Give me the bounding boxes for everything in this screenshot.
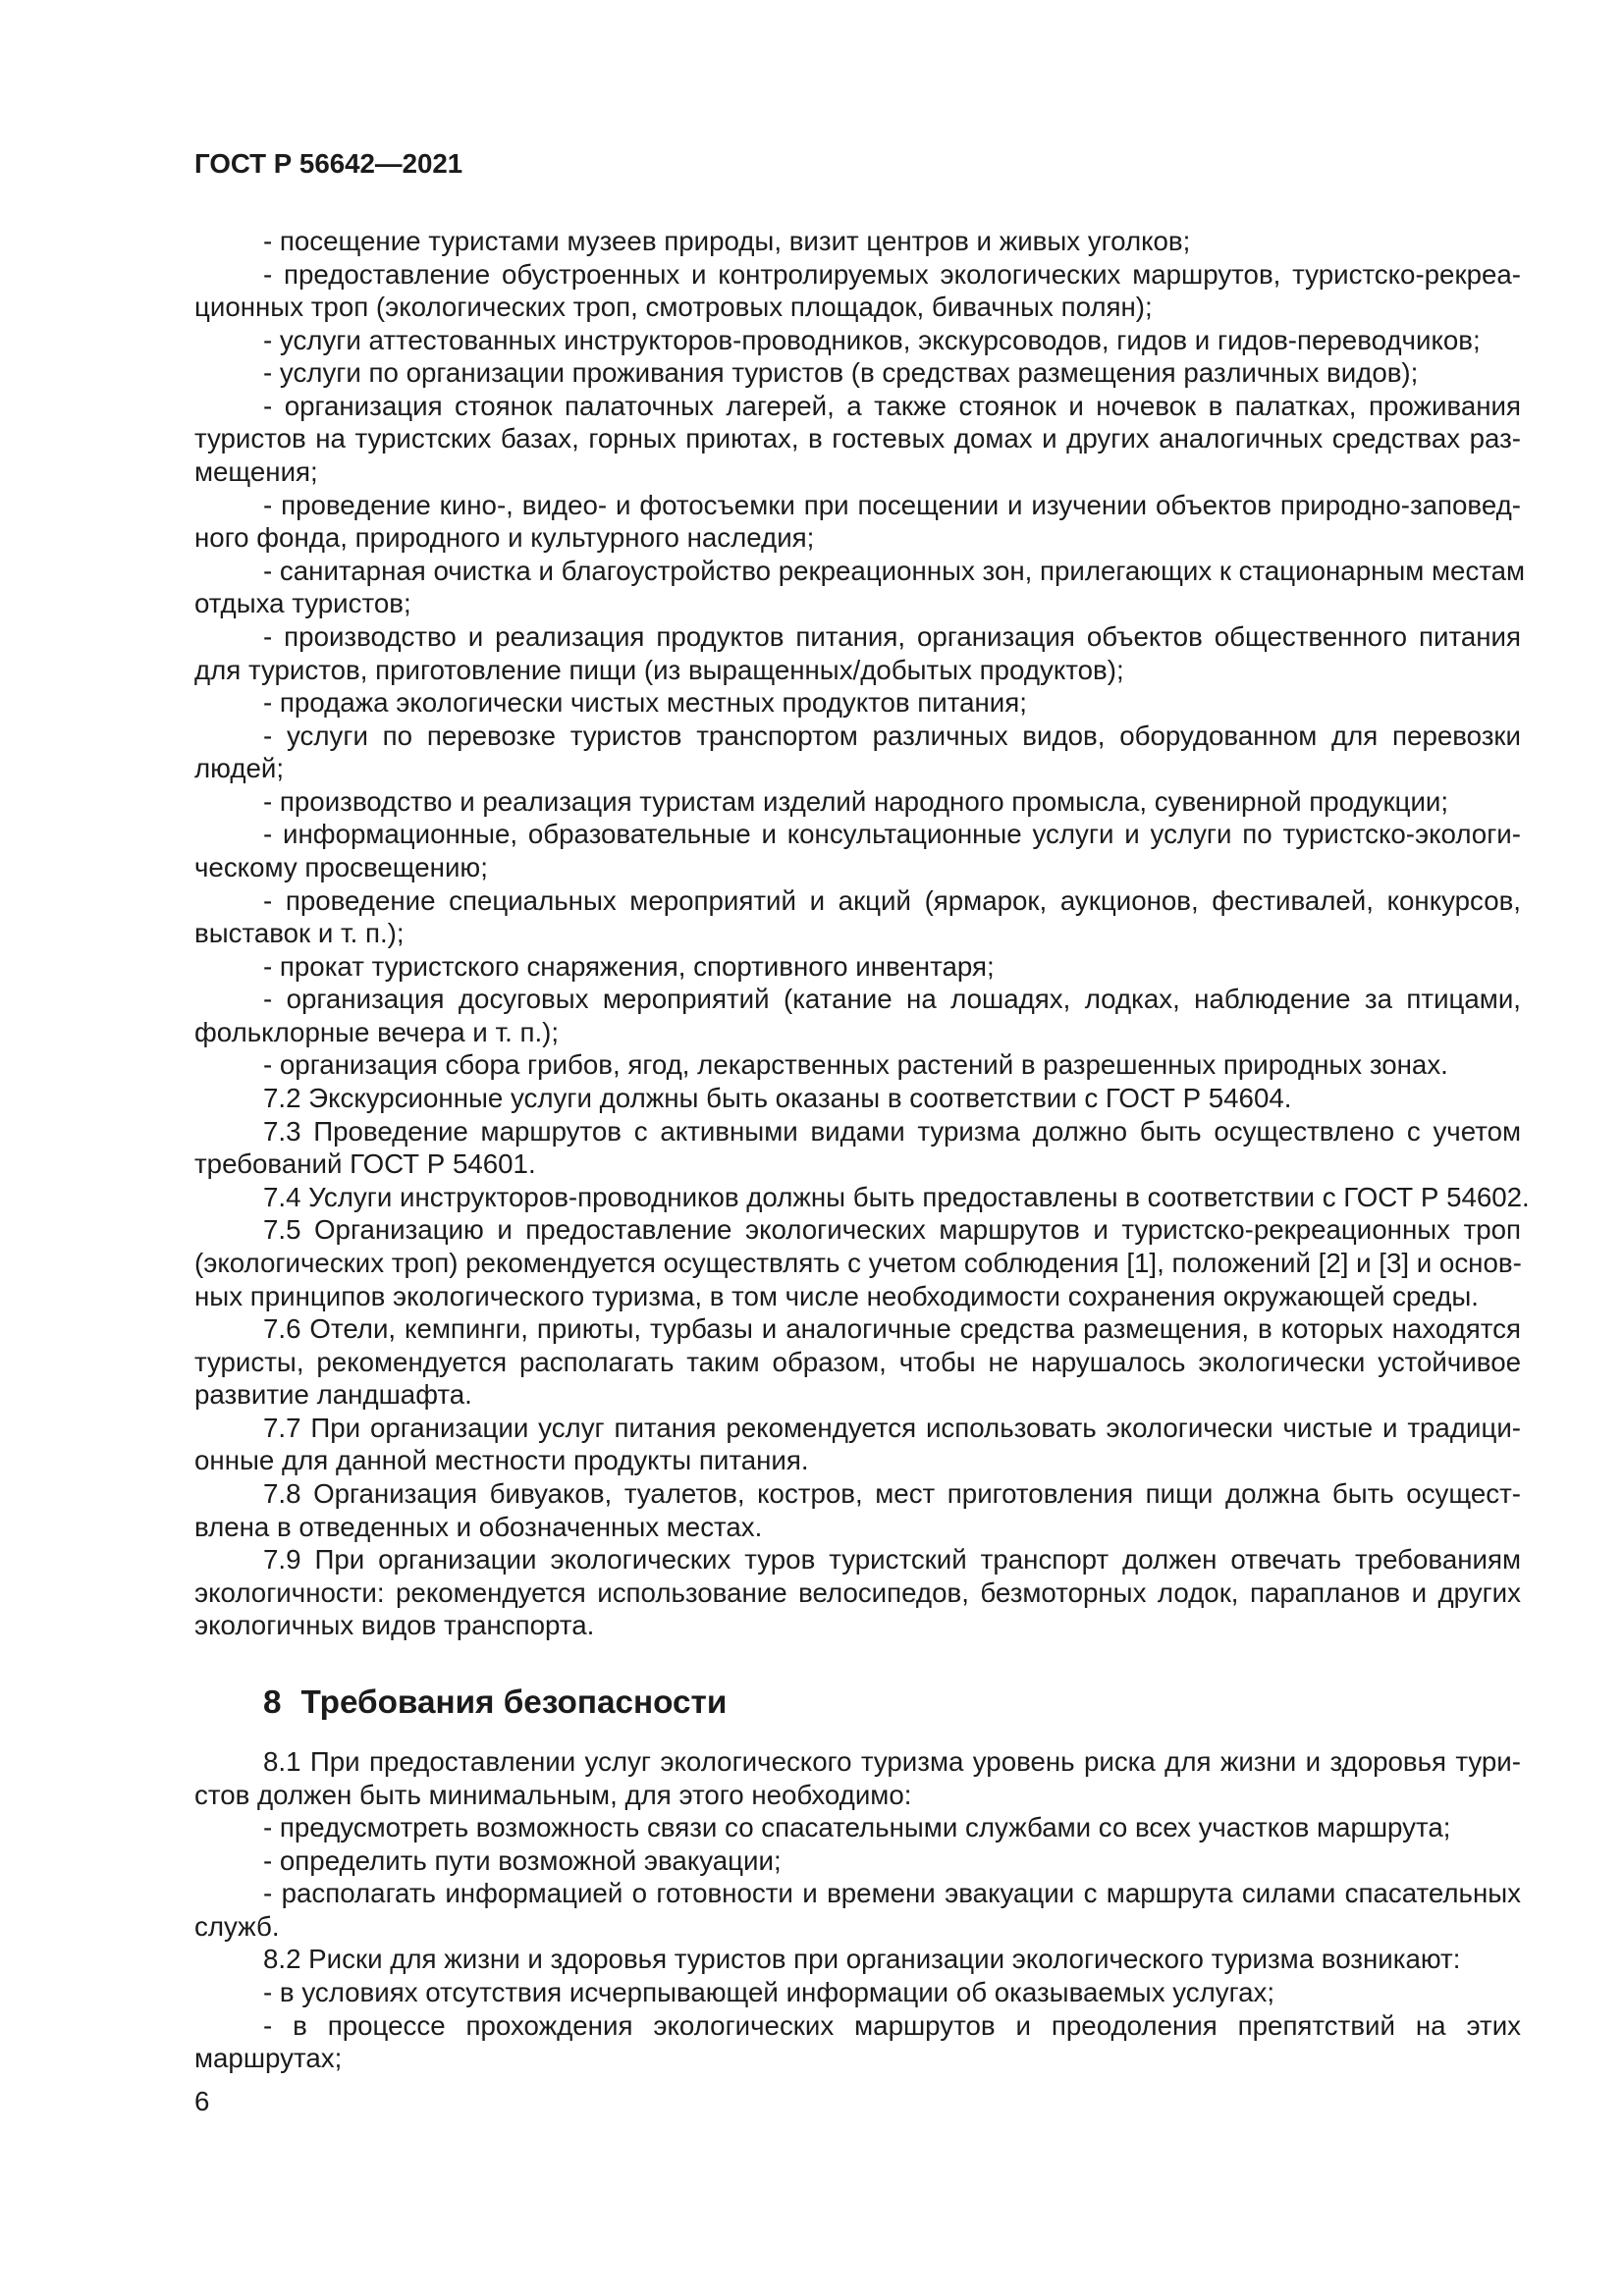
clause-paragraph [194,1412,1521,1477]
section-title: Требования безопасности [300,1684,728,1721]
text-line: 7.3 Проведение маршрутов с активными видами туризма должно быть осуществлено с учетом [263,1115,1521,1147]
list-item [194,489,1521,555]
text-line: 7.5 Организацию и предоставление экологических маршрутов и туристско-рекреационных троп [263,1214,1521,1246]
text-line: выставок и т. п.); [194,918,405,949]
text-line: - производство и реализация туристам изделий народного промысла, сувенирной продукции; [263,785,1449,817]
text-line: требований ГОСТ Р 54601. [194,1148,536,1180]
page-number: 6 [194,2086,210,2116]
section-8-text [194,1745,1521,2075]
clause-paragraph [194,1543,1521,1642]
text-line: фольклорные вечера и т. п.); [194,1016,560,1047]
text-line: людей; [194,753,285,784]
text-line: ционных троп (экологических троп, смотровых площадок, бивачных полян); [194,292,1153,323]
list-item [194,1048,1521,1082]
text-line: туристы, рекомендуется располагать таким образом, чтобы не нарушалось экологически устойчивое [194,1346,1521,1377]
text-line: отдыха туристов; [194,588,411,619]
list-item [194,884,1521,950]
text-line: - в условиях отсутствия исчерпывающей информации об оказываемых услугах; [263,1977,1275,2008]
text-line: влена в отведенных и обозначенных местах. [194,1511,763,1542]
text-line: туристов на туристских базах, горных приютах, в гостевых домах и других аналогичных средствах раз- [194,423,1521,454]
text-line: - санитарная очистка и благоустройство рекреационных зон, прилегающих к стационарным местам [263,555,1526,586]
text-line: ных принципов экологического туризма, в том числе необходимости сохранения окружающей среды. [194,1280,1479,1311]
list-item [194,2009,1521,2075]
text-line: 7.7 При организации услуг питания рекомендуется использовать экологически чистые и традици- [263,1412,1521,1443]
text-line: - проведение специальных мероприятий и акций (ярмарок, аукционов, фестивалей, конкурсов, [263,884,1521,916]
text-line: - услуги по перевозке туристов транспортом различных видов, оборудованном для перевозки [263,720,1521,751]
text-line: - предусмотреть возможность связи со спасательными службами со всех участков маршрута; [263,1812,1451,1843]
text-line: для туристов, приготовление пищи (из выращенных/добытых продуктов); [194,654,1124,685]
text-line: - продажа экологически чистых местных продуктов питания; [263,687,1027,719]
clause-paragraph [194,1115,1521,1181]
section-number: 8 [263,1684,282,1721]
text-line: ного фонда, природного и культурного наследия; [194,522,815,554]
list-item [194,390,1521,489]
text-line: - определить пути возможной эвакуации; [263,1844,782,1876]
section-heading [263,1683,727,1723]
text-line: экологичности: рекомендуется использование велосипедов, безмоторных лодок, парапланов и других [194,1576,1521,1608]
text-line: онные для данной местности продукты питания. [194,1445,809,1476]
clause-paragraph [194,1213,1521,1312]
text-line: - организация стоянок палаточных лагерей, а также стоянок и ночевок в палатках, проживания [263,390,1521,421]
text-line: 8.1 При предоставлении услуг экологического туризма уровень риска для жизни и здоровья тури- [263,1746,1521,1777]
clause-paragraph [194,1477,1521,1543]
text-line: 7.2 Экскурсионные услуги должны быть оказаны в соответствии с ГОСТ Р 54604. [263,1083,1292,1114]
list-item [194,1844,1521,1878]
text-line: экологичных видов транспорта. [194,1610,595,1641]
text-line: - организация сбора грибов, ягод, лекарственных растений в разрешенных природных зонах. [263,1049,1448,1081]
list-item [194,620,1521,686]
list-item [194,1811,1521,1844]
list-item [194,1976,1521,2009]
clause-paragraph [194,1181,1530,1214]
text-line: развитие ландшафта. [194,1379,472,1411]
list-item [194,324,1521,357]
list-item [194,785,1521,819]
list-item [194,950,1521,984]
clause-paragraph [194,1745,1521,1811]
text-line: 8.2 Риски для жизни и здоровья туристов при организации экологического туризма возникают: [263,1944,1461,1975]
text-line: стов должен быть минимальным, для этого необходимо: [194,1779,912,1810]
list-item [194,983,1521,1048]
text-line: 7.9 При организации экологических туров туристский транспорт должен отвечать требованиям [263,1544,1521,1575]
text-line: (экологических троп) рекомендуется осуществлять с учетом соблюдения [1], положений [2] и [3] и основ- [194,1247,1522,1278]
clause-paragraph [194,1943,1521,1976]
clause-paragraph [194,1312,1521,1412]
text-line: - прокат туристского снаряжения, спортивного инвентаря; [263,950,995,982]
text-line: ческому просвещению; [194,851,488,882]
document-code: ГОСТ Р 56642—2021 [194,148,463,179]
clause-paragraph [194,1082,1521,1115]
text-line: - посещение туристами музеев природы, визит центров и живых уголков; [263,226,1191,256]
list-item [194,225,1521,258]
text-line: - производство и реализация продуктов питания, организация объектов общественного питания [263,620,1521,652]
text-line: - в процессе прохождения экологических маршрутов и преодоления препятствий на этих [263,2009,1521,2041]
list-item [194,686,1521,720]
list-item [194,356,1521,390]
text-line: - располагать информацией о готовности и времени эвакуации с маршрута силами спасательных [263,1878,1521,1909]
text-line: служб. [194,1910,280,1942]
text-line: - предоставление обустроенных и контролируемых экологических маршрутов, туристско-рекреа- [263,258,1521,290]
text-line: - услуги по организации проживания туристов (в средствах размещения различных видов); [263,357,1419,389]
text-line: - информационные, образовательные и консультационные услуги и услуги по туристско-экологи- [263,819,1521,850]
text-line: - проведение кино-, видео- и фотосъемки при посещении и изучении объектов природно-заповед- [263,489,1521,520]
text-line: мещения; [194,456,318,488]
section-7-text [194,225,1530,1642]
list-item [194,1877,1521,1943]
list-item [194,258,1521,324]
list-item [194,818,1521,883]
list-item [194,720,1521,785]
text-line: 7.8 Организация бивуаков, туалетов, костров, мест приготовления пищи должна быть осущест- [263,1477,1521,1509]
text-line: 7.4 Услуги инструкторов-проводников должны быть предоставлены в соответствии с ГОСТ Р 54602. [263,1181,1530,1212]
text-line: - организация досуговых мероприятий (катание на лошадях, лодках, наблюдение за птицами, [263,984,1521,1015]
list-item [194,555,1526,620]
text-line: - услуги аттестованных инструкторов-проводников, экскурсоводов, гидов и гидов-переводчиков; [263,324,1481,355]
text-line: 7.6 Отели, кемпинги, приюты, турбазы и аналогичные средства размещения, в которых находятся [263,1313,1521,1345]
text-line: маршрутах; [194,2043,343,2074]
